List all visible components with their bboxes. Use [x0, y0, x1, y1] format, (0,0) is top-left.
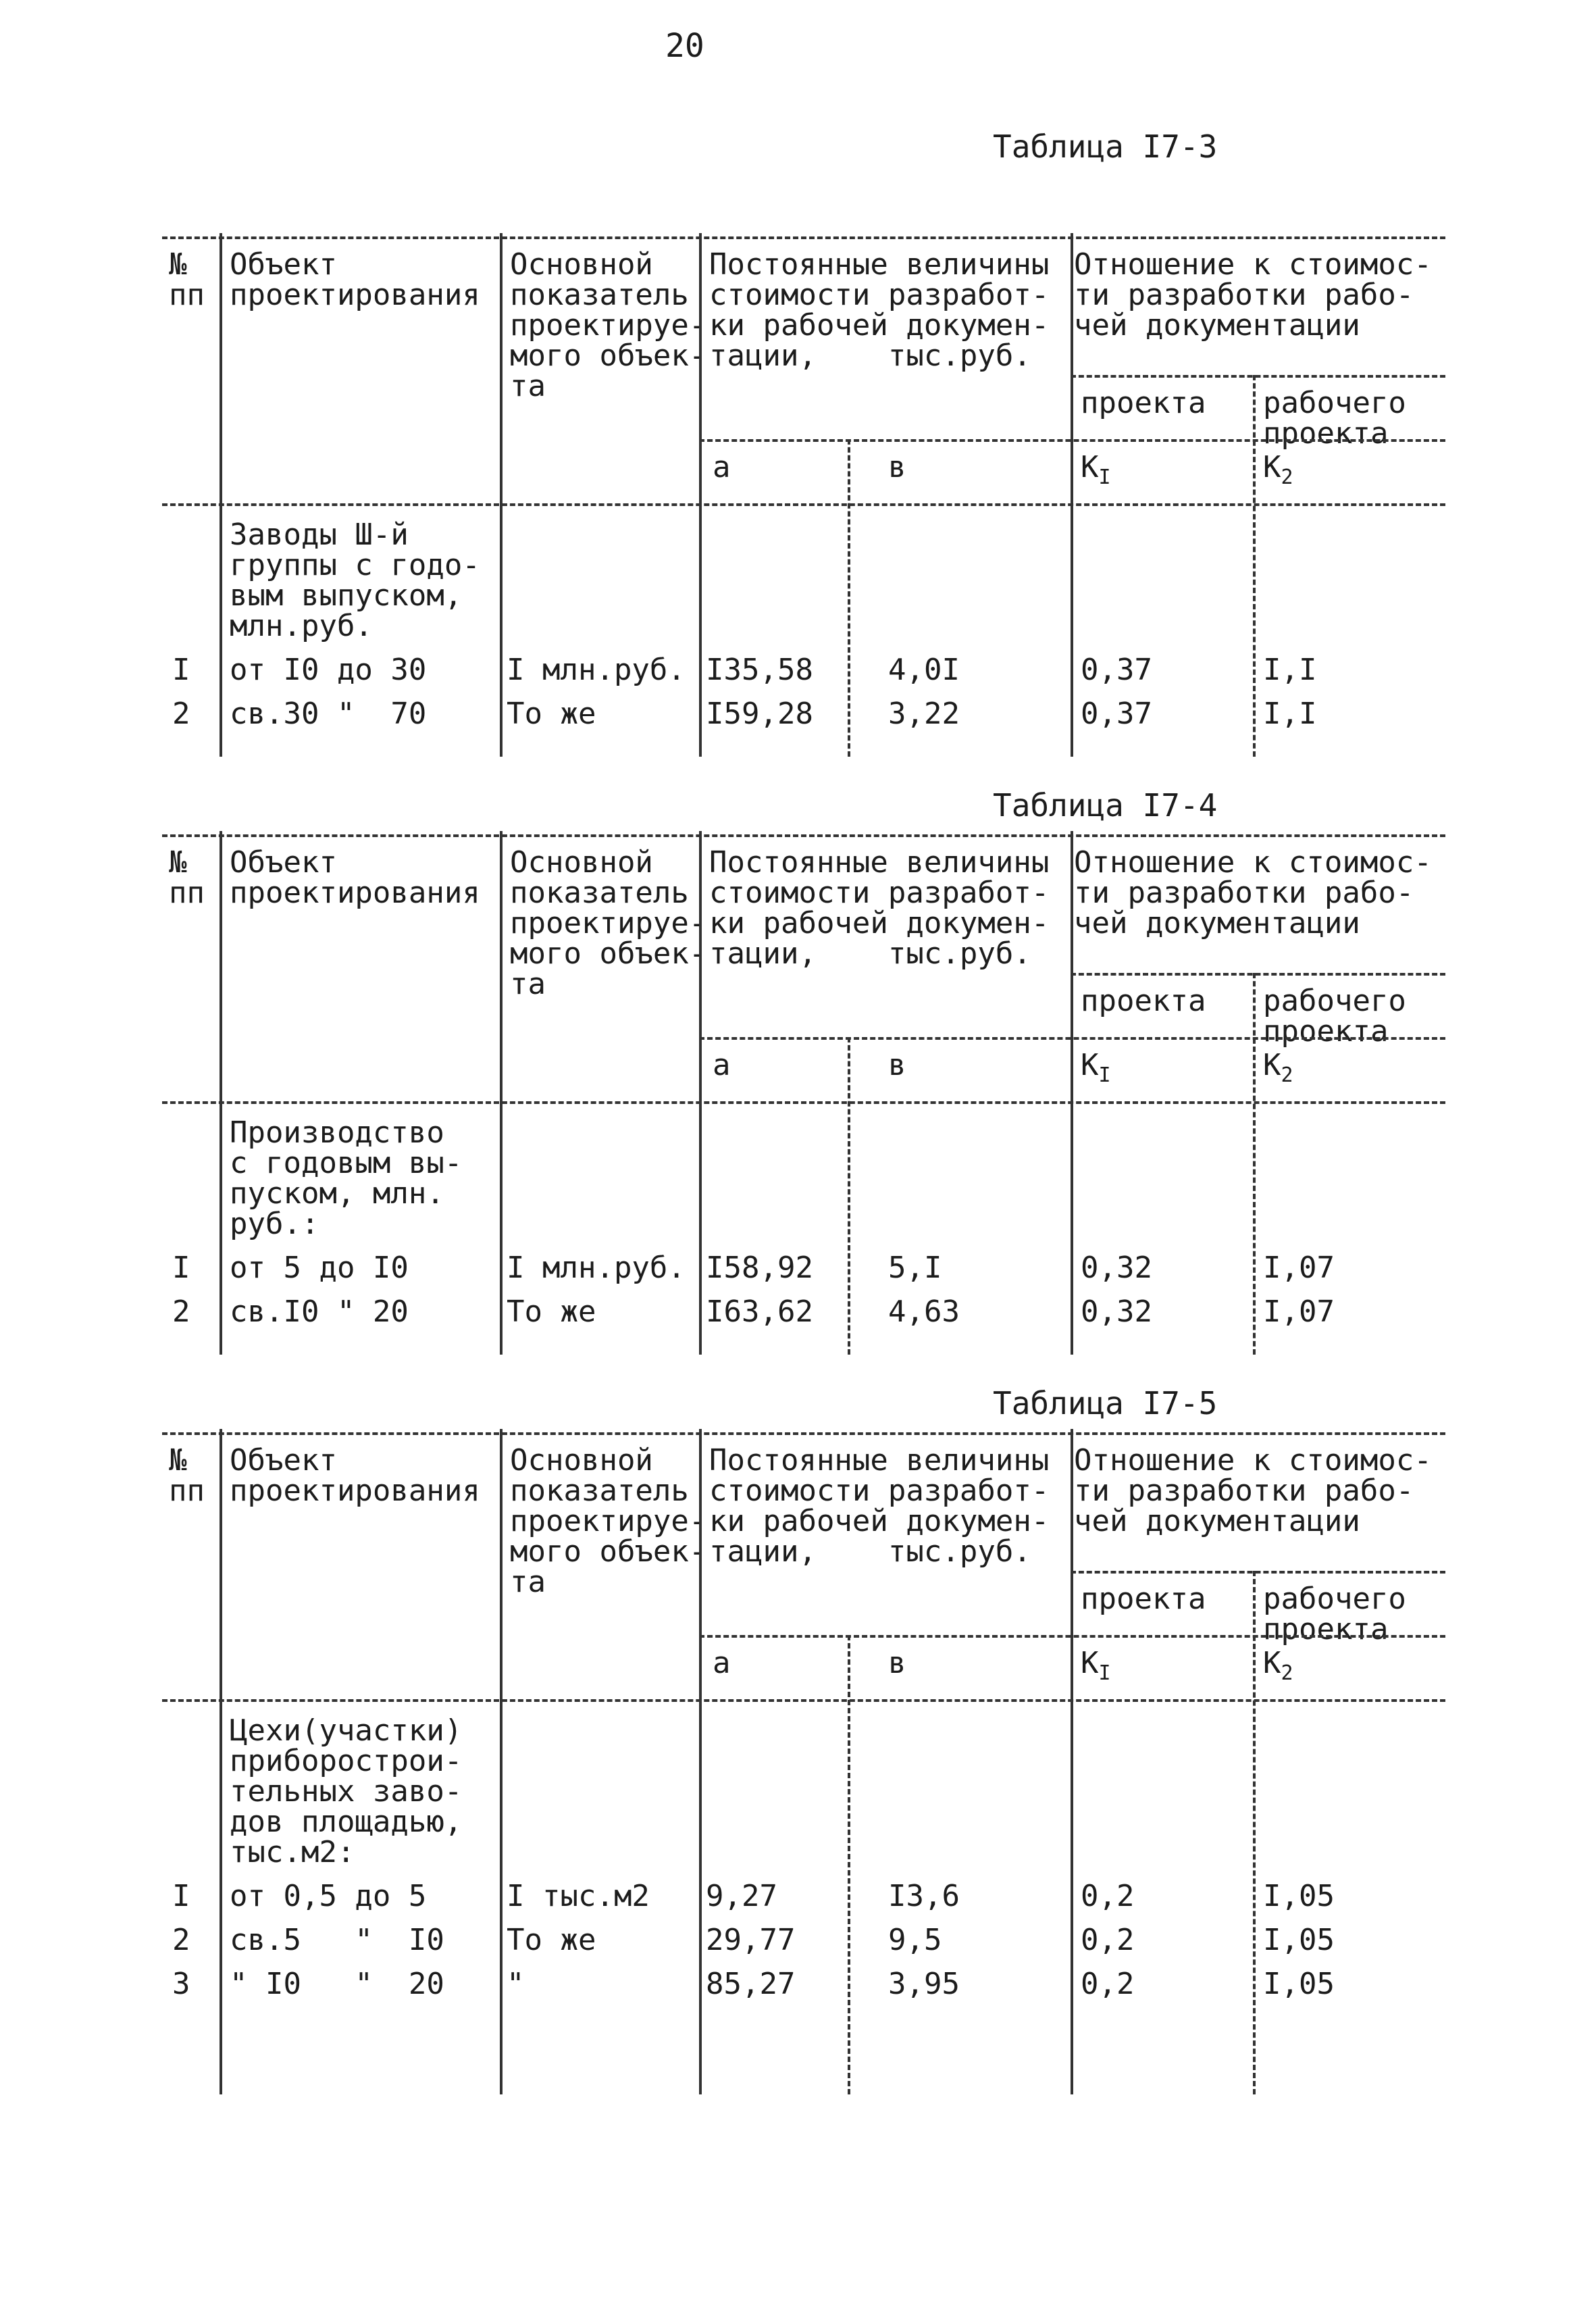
row-object: от 5 до I0 [230, 1251, 409, 1285]
header-project: проекта [1081, 1582, 1206, 1616]
header-ratio: Отношение к стоимос- [1074, 1443, 1432, 1478]
header-constants: стоимости разработ- [709, 1474, 1050, 1508]
header-indicator: показатель [510, 1474, 689, 1508]
table-title: Таблица I7-5 [993, 1385, 1218, 1422]
row-object: св.30 " 70 [230, 697, 427, 731]
header-object: Объект [230, 1443, 337, 1478]
column-rule-k [1253, 375, 1256, 757]
header-k2-letter: К [1263, 450, 1281, 484]
header-constants: тации, тыс.руб. [709, 936, 1031, 971]
header-ratio: ти разработки рабо- [1074, 876, 1414, 910]
group-label: с годовым вы- [230, 1146, 463, 1180]
header-k1 [1081, 450, 1111, 493]
header-indicator: показатель [510, 278, 689, 312]
header-indicator: показатель [510, 876, 689, 910]
header-num: № [169, 247, 187, 282]
column-rule [220, 1429, 222, 2094]
column-rule-ab [848, 439, 850, 757]
group-label: млн.руб. [230, 609, 373, 643]
group-label: пуском, млн. [230, 1176, 444, 1211]
header-indicator: проектируе- [510, 308, 707, 343]
row-b: 4,0I [888, 653, 960, 687]
group-label: руб.: [230, 1207, 319, 1241]
header-ratio: ти разработки рабо- [1074, 1474, 1414, 1508]
column-rule [699, 1429, 702, 2094]
header-indicator: Основной [510, 1443, 653, 1478]
header-k2 [1263, 1646, 1293, 1688]
row-b: 5,I [888, 1251, 942, 1285]
row-object: " I0 " 20 [230, 1967, 444, 2001]
row-indicator: То же [507, 1294, 596, 1329]
column-rule [699, 831, 702, 1355]
header-k1-letter: К [1081, 1048, 1099, 1082]
row-a: 29,77 [706, 1923, 796, 1957]
header-ratio: ти разработки рабо- [1074, 278, 1414, 312]
row-k1: 0,37 [1081, 653, 1152, 687]
header-constants: ки рабочей докумен- [709, 308, 1050, 343]
header-ratio: чей документации [1074, 1504, 1360, 1538]
row-num: I [172, 653, 190, 687]
row-b: 9,5 [888, 1923, 942, 1957]
row-k2: I,I [1263, 697, 1317, 731]
header-num: № [169, 845, 187, 880]
row-b: 3,95 [888, 1967, 960, 2001]
group-label: Заводы Ш-й [230, 518, 409, 552]
row-k2: I,07 [1263, 1294, 1335, 1329]
group-label: вым выпуском, [230, 578, 463, 613]
group-label: тельных заво- [230, 1774, 463, 1809]
ratio-sub-rule [1071, 375, 1445, 378]
header-col-a: а [713, 1048, 731, 1082]
column-rule [220, 233, 222, 757]
row-object: от 0,5 до 5 [230, 1879, 427, 1913]
header-k1-subscript: I [1098, 466, 1111, 489]
row-indicator: I тыс.м2 [507, 1879, 650, 1913]
row-k1: 0,2 [1081, 1923, 1135, 1957]
table-top-rule [162, 834, 1445, 837]
header-working-project: рабочего [1263, 1582, 1406, 1616]
header-working-project: рабочего [1263, 984, 1406, 1018]
header-constants: Постоянные величины [709, 247, 1050, 282]
header-k1-letter: К [1081, 1646, 1099, 1680]
header-k2-subscript: 2 [1281, 1063, 1293, 1087]
header-num: пп [169, 1474, 205, 1508]
column-rule [1071, 1429, 1073, 2094]
header-k1-letter: К [1081, 450, 1099, 484]
header-indicator: та [510, 967, 546, 1001]
header-k2-subscript: 2 [1281, 466, 1293, 489]
ratio-sub-rule [1071, 1571, 1445, 1574]
header-k2 [1263, 1048, 1293, 1090]
header-num: пп [169, 278, 205, 312]
header-constants: ки рабочей докумен- [709, 906, 1050, 940]
row-a: 9,27 [706, 1879, 777, 1913]
group-label: Производство [230, 1115, 444, 1150]
row-k1: 0,2 [1081, 1879, 1135, 1913]
ratio-sub-rule [1071, 973, 1445, 976]
header-object: проектирования [230, 278, 480, 312]
header-col-b: в [888, 1646, 906, 1680]
header-col-a: а [713, 1646, 731, 1680]
column-rule-k [1253, 1571, 1256, 2094]
header-col-b: в [888, 1048, 906, 1082]
header-constants: Постоянные величины [709, 1443, 1050, 1478]
row-a: 85,27 [706, 1967, 796, 2001]
header-ratio: чей документации [1074, 906, 1360, 940]
column-rule-ab [848, 1635, 850, 2094]
header-object: проектирования [230, 1474, 480, 1508]
row-b: I3,6 [888, 1879, 960, 1913]
header-k2-letter: К [1263, 1048, 1281, 1082]
row-indicator: То же [507, 697, 596, 731]
header-working-project: рабочего [1263, 386, 1406, 420]
column-rule-k [1253, 973, 1256, 1355]
header-object: проектирования [230, 876, 480, 910]
header-working-project: проекта [1263, 1612, 1389, 1646]
header-ratio: Отношение к стоимос- [1074, 247, 1432, 282]
header-k2-subscript: 2 [1281, 1661, 1293, 1685]
header-constants: тации, тыс.руб. [709, 1534, 1031, 1569]
header-project: проекта [1081, 386, 1206, 420]
column-rule [1071, 831, 1073, 1355]
header-col-b: в [888, 450, 906, 484]
header-constants: стоимости разработ- [709, 876, 1050, 910]
column-rule [500, 831, 503, 1355]
header-k2 [1263, 450, 1293, 493]
row-k2: I,05 [1263, 1923, 1335, 1957]
header-num: № [169, 1443, 187, 1478]
header-indicator: мого объек- [510, 338, 707, 373]
header-constants: тации, тыс.руб. [709, 338, 1031, 373]
header-indicator: Основной [510, 247, 653, 282]
row-a: I35,58 [706, 653, 813, 687]
row-num: 2 [172, 1923, 190, 1957]
row-k2: I,05 [1263, 1967, 1335, 2001]
row-k2: I,07 [1263, 1251, 1335, 1285]
header-indicator: мого объек- [510, 1534, 707, 1569]
row-num: I [172, 1879, 190, 1913]
row-a: I63,62 [706, 1294, 813, 1329]
header-indicator: Основной [510, 845, 653, 880]
row-indicator: " [507, 1967, 525, 2001]
header-constants: стоимости разработ- [709, 278, 1050, 312]
header-constants: Постоянные величины [709, 845, 1050, 880]
header-constants: ки рабочей докумен- [709, 1504, 1050, 1538]
header-working-project: проекта [1263, 1014, 1389, 1049]
row-num: 3 [172, 1967, 190, 2001]
row-indicator: То же [507, 1923, 596, 1957]
table-top-rule [162, 236, 1445, 239]
header-k2-letter: К [1263, 1646, 1281, 1680]
header-indicator: та [510, 1565, 546, 1599]
group-label: приборострои- [230, 1744, 463, 1778]
table-title: Таблица I7-4 [993, 787, 1218, 824]
row-indicator: I млн.руб. [507, 653, 686, 687]
header-k1-subscript: I [1098, 1063, 1111, 1087]
table-title: Таблица I7-3 [993, 128, 1218, 165]
row-a: I59,28 [706, 697, 813, 731]
header-col-a: а [713, 450, 731, 484]
row-num: 2 [172, 697, 190, 731]
row-num: 2 [172, 1294, 190, 1329]
row-object: св.I0 " 20 [230, 1294, 409, 1329]
row-b: 3,22 [888, 697, 960, 731]
row-k2: I,05 [1263, 1879, 1335, 1913]
header-indicator: проектируе- [510, 1504, 707, 1538]
header-project: проекта [1081, 984, 1206, 1018]
table-top-rule [162, 1432, 1445, 1435]
header-working-project: проекта [1263, 416, 1389, 451]
row-k1: 0,2 [1081, 1967, 1135, 2001]
row-b: 4,63 [888, 1294, 960, 1329]
column-rule-ab [848, 1037, 850, 1355]
row-k2: I,I [1263, 653, 1317, 687]
page-number: 20 [665, 27, 704, 65]
column-rule [699, 233, 702, 757]
row-k1: 0,32 [1081, 1294, 1152, 1329]
header-indicator: та [510, 369, 546, 403]
header-indicator: мого объек- [510, 936, 707, 971]
header-k1 [1081, 1048, 1111, 1090]
group-label: Цехи(участки) [230, 1713, 463, 1748]
header-ratio: Отношение к стоимос- [1074, 845, 1432, 880]
row-k1: 0,32 [1081, 1251, 1152, 1285]
header-num: пп [169, 876, 205, 910]
header-ratio: чей документации [1074, 308, 1360, 343]
header-k1 [1081, 1646, 1111, 1688]
header-object: Объект [230, 845, 337, 880]
row-object: от I0 до 30 [230, 653, 427, 687]
header-object: Объект [230, 247, 337, 282]
column-rule [500, 233, 503, 757]
row-a: I58,92 [706, 1251, 813, 1285]
column-rule [500, 1429, 503, 2094]
column-rule [1071, 233, 1073, 757]
header-indicator: проектируе- [510, 906, 707, 940]
row-indicator: I млн.руб. [507, 1251, 686, 1285]
header-k1-subscript: I [1098, 1661, 1111, 1685]
group-label: группы с годо- [230, 548, 480, 582]
group-label: тыс.м2: [230, 1835, 355, 1869]
row-num: I [172, 1251, 190, 1285]
row-object: св.5 " I0 [230, 1923, 444, 1957]
row-k1: 0,37 [1081, 697, 1152, 731]
group-label: дов площадью, [230, 1805, 463, 1839]
column-rule [220, 831, 222, 1355]
